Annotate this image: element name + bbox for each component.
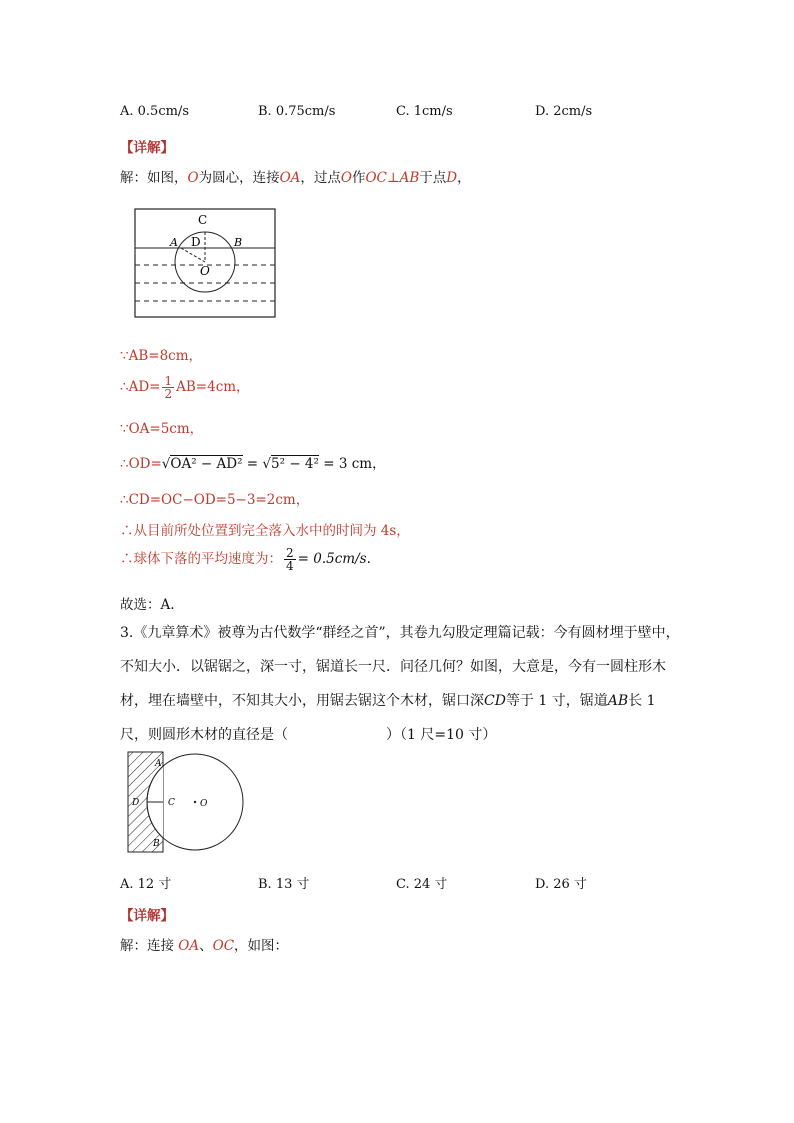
option-c: C. 1cm/s — [396, 104, 453, 119]
detail-header-2: 【详解】 — [120, 908, 174, 924]
step-4: ∴OD=√OA² − AD² = √5² − 4² = 3 cm， — [120, 456, 386, 472]
label-c2: C — [168, 798, 175, 808]
figure-wood-wall — [125, 750, 250, 856]
step-7: ∴球体下落的平均速度为： $\frac{2}{4}$ = 0.5cm/s. — [120, 546, 371, 573]
step-5: ∴CD=OC−OD=5−3=2cm， — [120, 492, 310, 508]
label-b: B — [234, 236, 243, 249]
label-b2: B — [153, 839, 160, 849]
option-b: B. 0.75cm/s — [258, 104, 336, 119]
answer-1: 故选：A. — [120, 597, 175, 613]
solution-2-intro: 解：连接 OA、OC，如图： — [120, 938, 289, 954]
option2-b: B. 13 寸 — [258, 877, 310, 892]
step-1: ∵AB=8cm， — [120, 348, 203, 364]
label-d2: D — [132, 798, 140, 808]
option-a: A. 0.5cm/s — [120, 104, 189, 119]
question-3: 3.《九章算术》被尊为古代数学“群经之首”，其卷九勾股定理篇记载：今有圆材埋于壁中，不知大小．以锯锯之，深一寸，锯道长一尺．问径几何？如图，大意是，今有一圆柱形木材，埋在墙壁中，不知其大小，用锯去锯这个木材，锯口深CD等于 1 寸，锯道AB长 1 尺，则圆形木材的直径是（ ）（1 尺=10 寸） — [120, 625, 680, 743]
label-a: A — [170, 236, 178, 249]
step-2: ∴AD= $\frac{1}{2}$ AB=4cm， — [120, 374, 250, 401]
svg-text:⋮: ⋮ — [130, 245, 140, 256]
label-c: C — [198, 213, 208, 227]
option-d: D. 2cm/s — [535, 104, 593, 119]
option2-c: C. 24 寸 — [396, 877, 448, 892]
center-o-dot — [194, 801, 196, 803]
label-a2: A — [155, 759, 162, 769]
label-d: D — [191, 235, 201, 249]
step-6: ∴从目前所处位置到完全落入水中的时间为 4s， — [120, 523, 410, 539]
label-o: O — [200, 264, 210, 278]
figure-ball-water — [128, 206, 278, 320]
option2-d: D. 26 寸 — [535, 877, 587, 892]
solution-intro: 解：如图，O为圆心，连接OA，过点O作OC⊥AB于点D， — [120, 170, 471, 186]
line-oa — [181, 248, 205, 262]
detail-header: 【详解】 — [120, 140, 174, 156]
label-o2: O — [200, 799, 208, 809]
fraction-two-quarters: $\frac{2}{4}$ — [286, 546, 294, 573]
option2-a: A. 12 寸 — [120, 877, 172, 892]
step-3: ∵OA=5cm， — [120, 421, 204, 437]
fraction-half: $\frac{1}{2}$ — [164, 374, 173, 401]
